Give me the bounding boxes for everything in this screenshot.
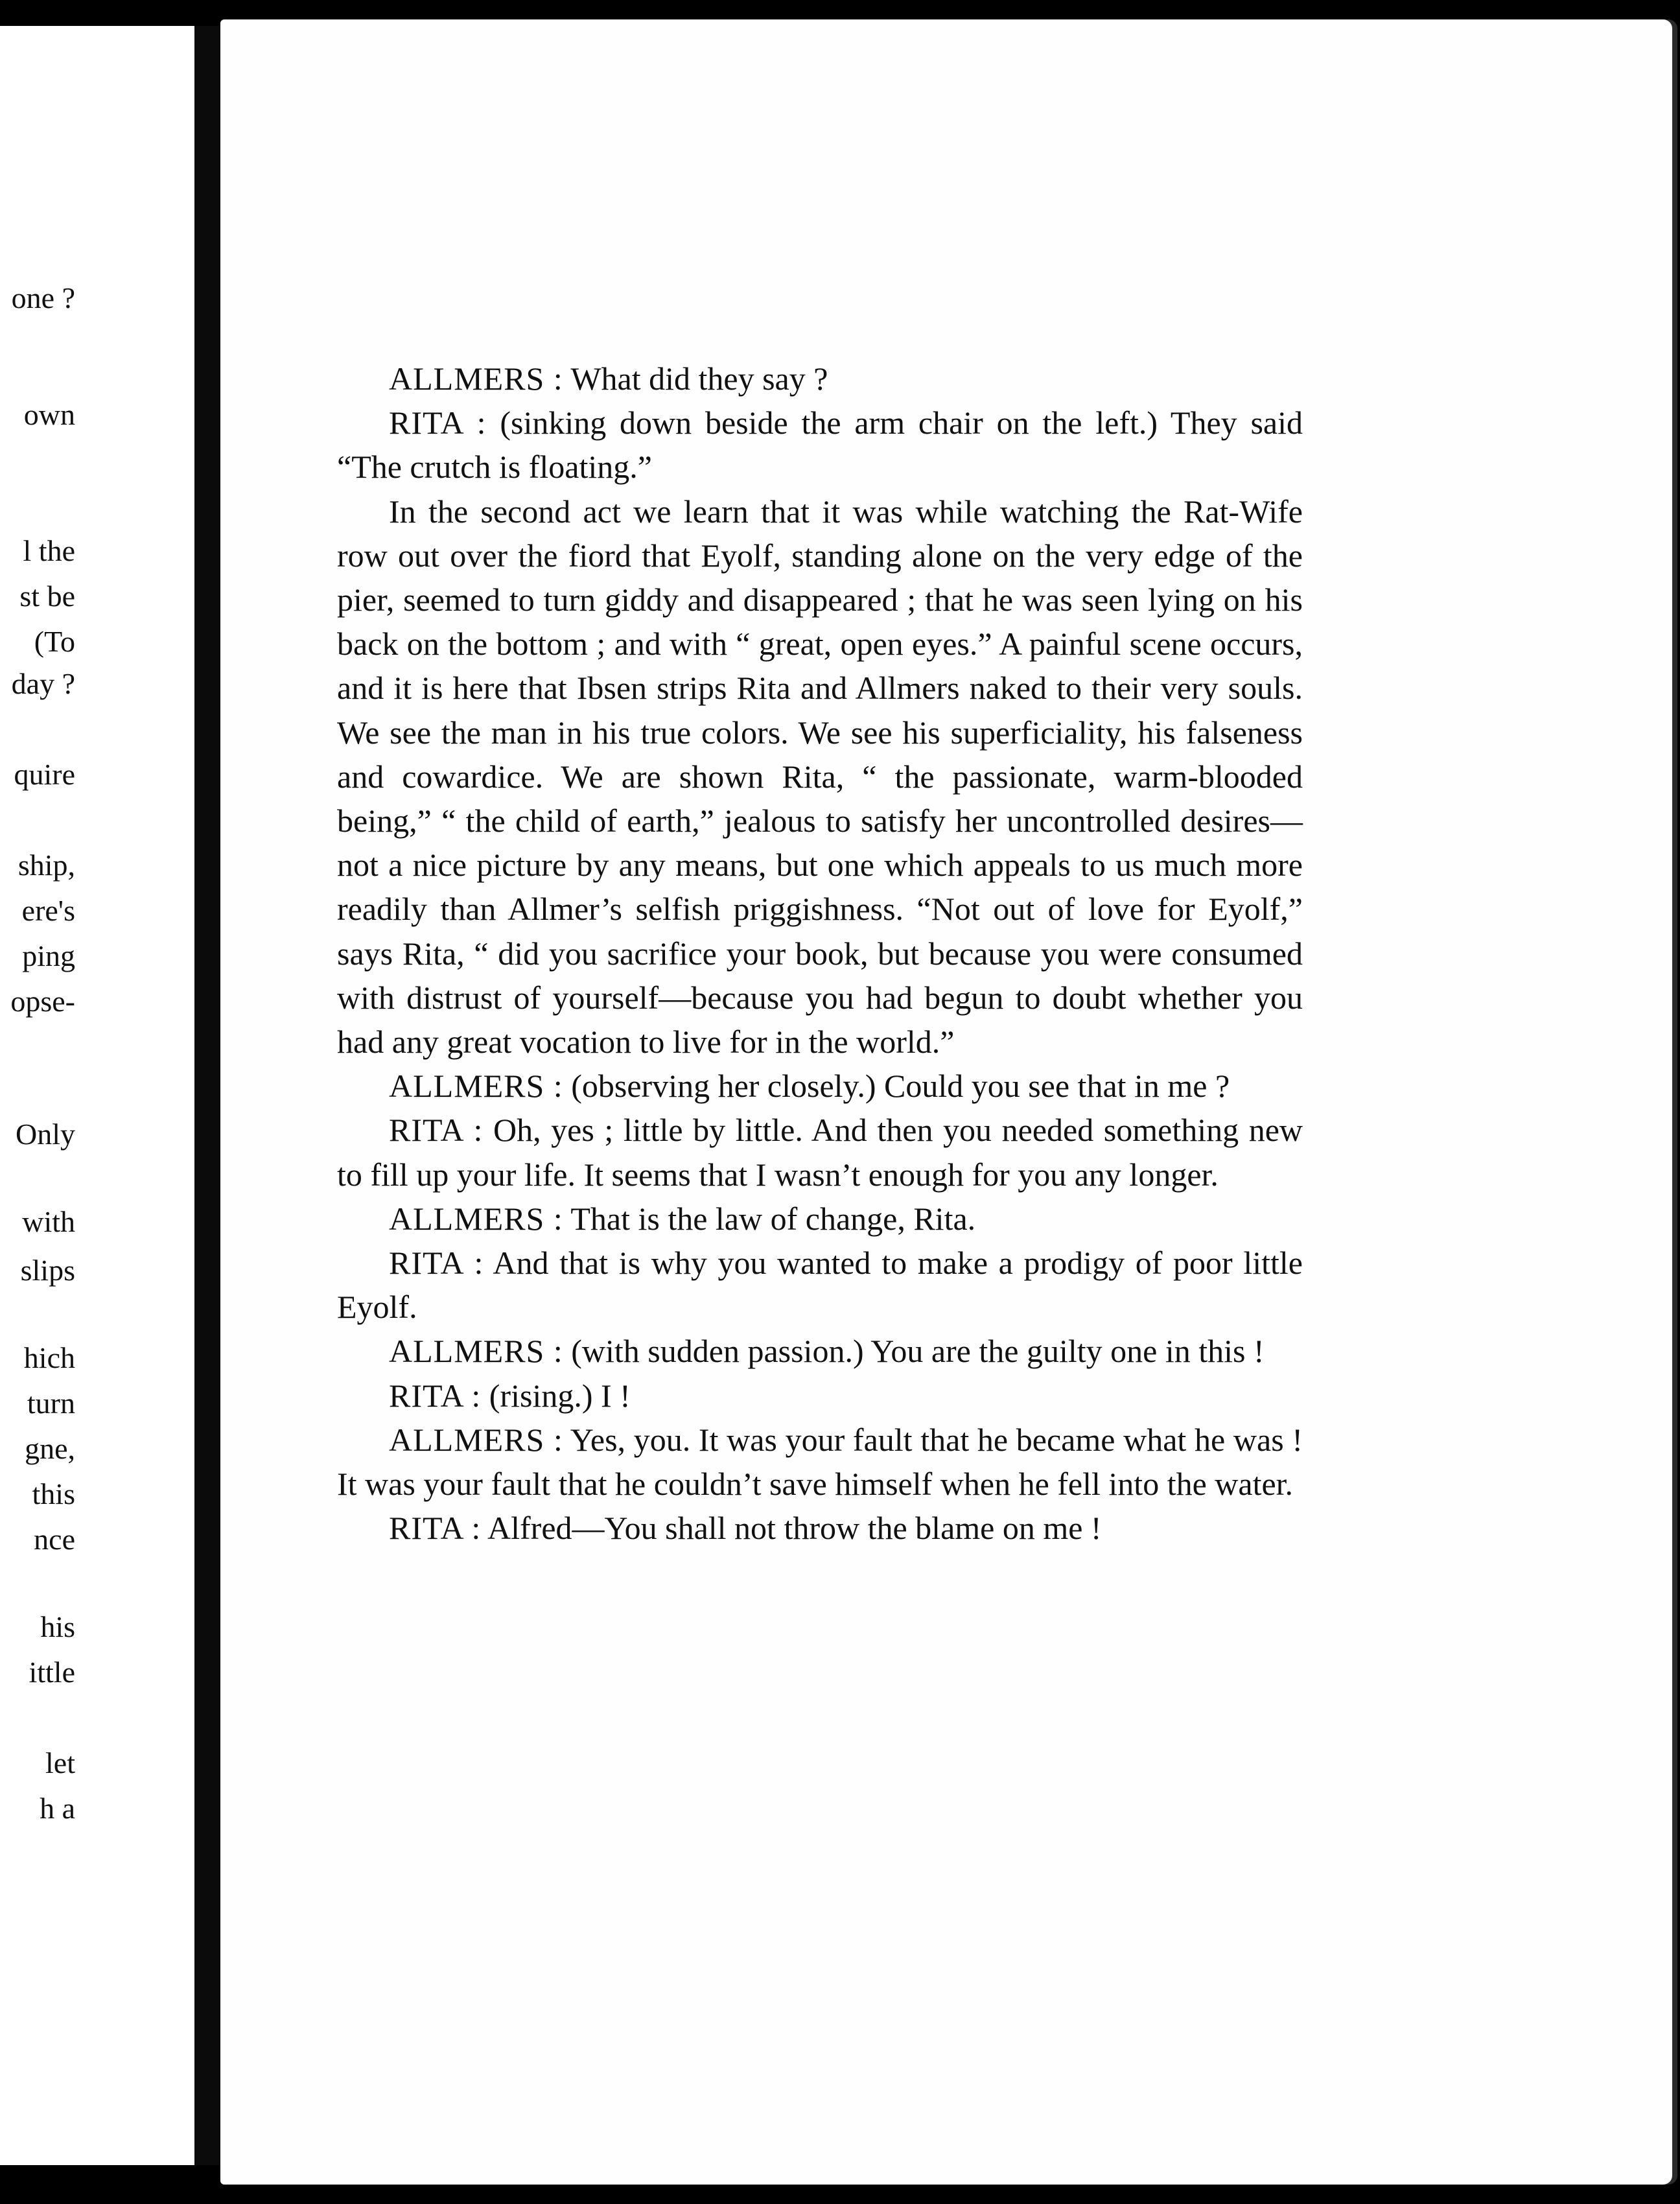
paragraph-text: What did they say ? — [563, 360, 828, 397]
speaker-name: ALLMERS : — [389, 1068, 563, 1105]
dialogue-paragraph — [337, 1418, 1303, 1506]
left-page-line: this — [32, 1477, 75, 1510]
left-page-line: quire — [14, 758, 75, 791]
speaker-name: RITA : — [389, 1112, 484, 1149]
left-page-line: Only — [16, 1118, 75, 1151]
dialogue-paragraph — [337, 1108, 1303, 1196]
dialogue-paragraph — [337, 357, 1303, 401]
dialogue-paragraph — [337, 1329, 1303, 1373]
paragraph-text: (with sudden passion.) You are the guilty one in this ! — [563, 1333, 1265, 1370]
dialogue-paragraph — [337, 1064, 1303, 1108]
right-page — [220, 19, 1672, 2185]
left-page-line: his — [40, 1610, 75, 1643]
dialogue-paragraph — [337, 1506, 1303, 1550]
paragraph-text: (rising.) I ! — [481, 1377, 631, 1414]
paragraph-text: That is the law of change, Rita. — [563, 1200, 976, 1237]
left-page-line: ping — [22, 939, 75, 972]
left-page-fragment — [0, 26, 198, 2165]
left-page-line: one ? — [11, 281, 75, 314]
left-page-line: l the — [23, 534, 75, 567]
speaker-name: ALLMERS : — [389, 1200, 563, 1237]
paragraph-text: In the second act we learn that it was while watching the Rat-Wife row out over the fiord that Eyolf, standing alone on the very edge of the pier, seemed to turn giddy and disappeared ; that he was seen lying on his back on the bottom ; and with “ great, open eyes.” A painful scene occurs, and it is here that Ibsen strips Rita and Allmers naked to their very souls. We see the man in his true colors. We see his superficiality, his falseness and cowardice. We are shown Rita, “ the passionate, warm-blooded being,” “ the child of earth,” jealous to satisfy her uncontrolled desires—not a nice picture by any means, but one which appeals to us much more readily than Allmer’s selfish priggishness. “Not out of love for Eyolf,” says Rita, “ did you sacrifice your book, but because you were consumed with distrust of yourself—because you had begun to doubt whether you had any great vocation to live for in the world.” — [337, 493, 1303, 1061]
dialogue-paragraph — [337, 1374, 1303, 1418]
narrative-paragraph — [337, 489, 1303, 1064]
speaker-name: ALLMERS : — [389, 1333, 563, 1370]
speaker-name: RITA : — [389, 1245, 484, 1282]
speaker-name: RITA : — [389, 1377, 482, 1414]
paragraph-text: Alfred—You shall not throw the blame on me ! — [481, 1510, 1102, 1547]
left-page-line: let — [45, 1746, 75, 1779]
left-page-line: st be — [19, 580, 75, 613]
body-text — [337, 357, 1303, 1550]
speaker-name: RITA : — [389, 1510, 482, 1547]
left-page-line: ship, — [18, 849, 75, 882]
left-page-line: turn — [27, 1387, 75, 1420]
left-page-line: own — [23, 398, 75, 431]
left-page-line: opse- — [10, 985, 75, 1018]
paragraph-text: Oh, yes ; little by little. And then you needed something new to fill up your life. It seems that I wasn’t enough for you any longer. — [337, 1112, 1303, 1193]
speaker-name: ALLMERS : — [389, 1421, 563, 1458]
left-page-line: (To — [34, 625, 75, 658]
dialogue-paragraph — [337, 1197, 1303, 1241]
paragraph-text: Yes, you. It was your fault that he became what he was ! It was your fault that he couldn’t save himself when he fell into the water. — [337, 1421, 1303, 1503]
paragraph-text: And that is why you wanted to make a prodigy of poor little Eyolf. — [337, 1245, 1303, 1326]
left-page-line: h a — [40, 1792, 75, 1825]
speaker-name: ALLMERS : — [389, 360, 563, 397]
left-page-line: nce — [34, 1523, 75, 1556]
paragraph-text: (observing her closely.) Could you see that in me ? — [563, 1068, 1230, 1105]
dialogue-paragraph — [337, 401, 1303, 489]
left-page-line: with — [22, 1205, 75, 1238]
left-page-line: slips — [20, 1254, 75, 1287]
left-page-line: hich — [23, 1341, 75, 1374]
paragraph-text: (sinking down beside the arm chair on the left.) They said “The crutch is floating.” — [337, 404, 1303, 486]
dialogue-paragraph — [337, 1241, 1303, 1329]
left-page-line: ittle — [29, 1656, 75, 1689]
left-page-line: day ? — [11, 667, 75, 700]
left-page-line: ere's — [21, 894, 75, 927]
left-page-line: gne, — [25, 1432, 75, 1465]
speaker-name: RITA : — [389, 404, 487, 441]
